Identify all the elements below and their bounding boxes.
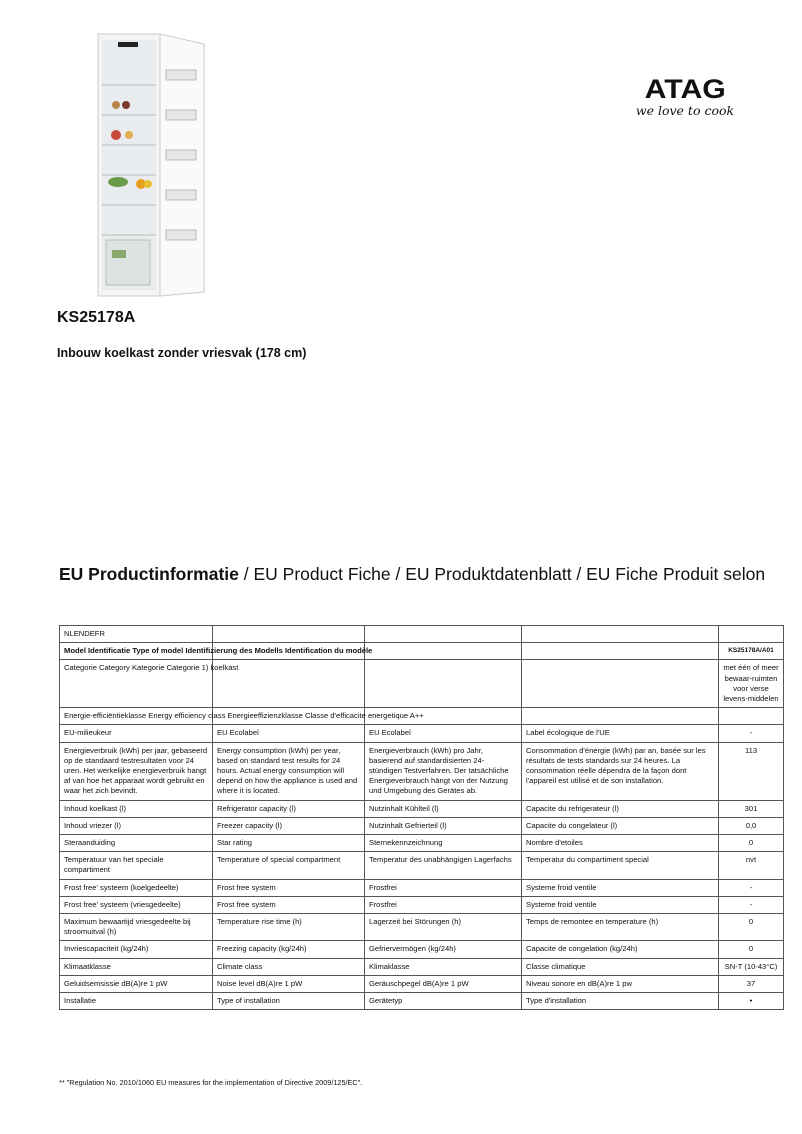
- cell-english: Refrigerator capacity (l): [213, 800, 365, 817]
- cell-value: KS25178A/A01: [719, 643, 784, 660]
- cell-german: Gerätetyp: [365, 993, 522, 1010]
- cell-french: [522, 708, 719, 725]
- cell-english: Noise level dB(A)re 1 pW: [213, 975, 365, 992]
- cell-dutch: Klimaatklasse: [60, 958, 213, 975]
- cell-english: Freezer capacity (l): [213, 817, 365, 834]
- heading-rest: / EU Product Fiche / EU Produktdatenblatt / EU Fiche Produit selon: [238, 564, 766, 584]
- cell-dutch: Geluidsemsissie dB(A)re 1 pW: [60, 975, 213, 992]
- cell-english: Type of installation: [213, 993, 365, 1010]
- cell-german: [365, 626, 522, 643]
- cell-german: Frostfrei: [365, 896, 522, 913]
- cell-english: Energy consumption (kWh) per year, based on standard test results for 24 hours. Actual energy consumption will depend on how the appliance is used and where it is located.: [213, 742, 365, 800]
- cell-german: Gefriervermögen (kg/24h): [365, 941, 522, 958]
- cell-french: Nombre d'etoiles: [522, 835, 719, 852]
- footnote: ** "Regulation No. 2010/1060 EU measures for the implementation of Directive 2009/125/EC".: [59, 1078, 363, 1087]
- cell-dutch: NLENDEFR: [60, 626, 213, 643]
- cell-french: Temperatur du compartiment special: [522, 852, 719, 879]
- cell-value: 301: [719, 800, 784, 817]
- cell-english: Frost free system: [213, 879, 365, 896]
- section-heading: [59, 564, 765, 585]
- table-row: [60, 896, 784, 913]
- cell-dutch: Model Identificatie Type of model Identifizierung des Modells Identification du modèle: [60, 643, 213, 660]
- cell-english: Frost free system: [213, 896, 365, 913]
- cell-dutch: Invriescapaciteit (kg/24h): [60, 941, 213, 958]
- cell-german: Energieverbrauch (kWh) pro Jahr, basierend auf standardisierten 24-stündigen Testverfahren. Der tatsächliche Energieverbrauch hängt von der Nutzung und Umgebung des Gerätes ab.: [365, 742, 522, 800]
- table-row: [60, 817, 784, 834]
- logo-brand: ATAG: [644, 74, 726, 104]
- table-row: [60, 975, 784, 992]
- table-row: [60, 742, 784, 800]
- cell-dutch: Steraanduiding: [60, 835, 213, 852]
- cell-value: 0: [719, 941, 784, 958]
- table-row: [60, 725, 784, 742]
- cell-value: -: [719, 896, 784, 913]
- cell-german: Temperatur des unabhängigen Lagerfachs: [365, 852, 522, 879]
- cell-german: [365, 643, 522, 660]
- table-row: [60, 941, 784, 958]
- cell-german: Lagerzeit bei Störungen (h): [365, 914, 522, 941]
- cell-french: Capacite du refrigerateur (l): [522, 800, 719, 817]
- cell-value: -: [719, 725, 784, 742]
- cell-english: EU Ecolabel: [213, 725, 365, 742]
- cell-dutch: Frost free' systeem (koelgedeelte): [60, 879, 213, 896]
- cell-value: [719, 708, 784, 725]
- product-description: Inbouw koelkast zonder vriesvak (178 cm): [57, 346, 307, 360]
- cell-german: Klimaklasse: [365, 958, 522, 975]
- cell-german: Geräuschpegel dB(A)re 1 pW: [365, 975, 522, 992]
- cell-french: Systeme froid ventile: [522, 896, 719, 913]
- cell-dutch: EU-milieukeur: [60, 725, 213, 742]
- cell-english: Freezing capacity (kg/24h): [213, 941, 365, 958]
- table-row: [60, 800, 784, 817]
- table-row: [60, 626, 784, 643]
- cell-german: Nutzinhalt Kühlteil (l): [365, 800, 522, 817]
- cell-english: Climate class: [213, 958, 365, 975]
- cell-dutch: Frost free' systeem (vriesgedeelte): [60, 896, 213, 913]
- cell-value: •: [719, 993, 784, 1010]
- cell-dutch: Maximum bewaartijd vriesgedeelte bij stroomuitval (h): [60, 914, 213, 941]
- cell-english: [213, 626, 365, 643]
- heading-bold: EU Productinformatie: [59, 564, 239, 584]
- product-fiche-table: [59, 625, 784, 1010]
- cell-french: [522, 643, 719, 660]
- cell-value: nvt: [719, 852, 784, 879]
- cell-german: Frostfrei: [365, 879, 522, 896]
- table-row: [60, 993, 784, 1010]
- atag-logo: [630, 76, 740, 118]
- cell-value: 0: [719, 835, 784, 852]
- cell-english: Temperature rise time (h): [213, 914, 365, 941]
- cell-french: Temps de remontee en temperature (h): [522, 914, 719, 941]
- cell-dutch: Inhoud koelkast (l): [60, 800, 213, 817]
- table-row: [60, 643, 784, 660]
- cell-value: -: [719, 879, 784, 896]
- cell-french: [522, 660, 719, 708]
- cell-value: 0,0: [719, 817, 784, 834]
- cell-french: Capacite du congelateur (l): [522, 817, 719, 834]
- table-row: [60, 879, 784, 896]
- cell-french: Classe climatique: [522, 958, 719, 975]
- cell-french: Consommation d'énergie (kWh) par an, basée sur les résultats de tests standards sur 24 heures. La consommation réelle dépendra de la façon dont l'appareil est utilisé et de son installation.: [522, 742, 719, 800]
- cell-value: 113: [719, 742, 784, 800]
- cell-french: Niveau sonore en dB(A)re 1 pw: [522, 975, 719, 992]
- cell-dutch: Installatie: [60, 993, 213, 1010]
- cell-value: [719, 626, 784, 643]
- cell-dutch: Inhoud vriezer (l): [60, 817, 213, 834]
- table-row: [60, 835, 784, 852]
- cell-german: EU Ecolabel: [365, 725, 522, 742]
- cell-english: Star rating: [213, 835, 365, 852]
- cell-french: Systeme froid ventile: [522, 879, 719, 896]
- cell-dutch: Categorie Category Kategorie Categorie 1) koelkast: [60, 660, 213, 708]
- logo-tagline: we love to cook: [635, 103, 735, 118]
- cell-french: Capacite de congelation (kg/24h): [522, 941, 719, 958]
- cell-french: Type d'installation: [522, 993, 719, 1010]
- cell-english: Temperature of special compartment: [213, 852, 365, 879]
- cell-german: [365, 660, 522, 708]
- cell-value: SN-T (10-43°C): [719, 958, 784, 975]
- cell-value: met één of meer bewaar-ruimten voor verse levens-middelen: [719, 660, 784, 708]
- cell-german: Nutzinhalt Gefrierteil (l): [365, 817, 522, 834]
- cell-dutch: Temperatuur van het speciale compartiment: [60, 852, 213, 879]
- cell-dutch: Energie-efficiëntieklasse Energy efficiency class Energieeffizienzklasse Classe d'efficacite energetique A++: [60, 708, 213, 725]
- table-row: [60, 958, 784, 975]
- cell-french: Label écologique de l'UE: [522, 725, 719, 742]
- cell-value: 0: [719, 914, 784, 941]
- table-row: [60, 708, 784, 725]
- cell-value: 37: [719, 975, 784, 992]
- cell-dutch: Energieverbruik (kWh) per jaar, gebaseerd op de standaard testresultaten voor 24 uren. Het werkelijke energieverbruik hangt af van hoe het apparaat wordt gebruikt en waar het zich bevindt.: [60, 742, 213, 800]
- fridge-product-image: [96, 30, 208, 300]
- cell-german: Sternekennzeichnung: [365, 835, 522, 852]
- table-row: [60, 914, 784, 941]
- model-number: KS25178A: [57, 309, 136, 326]
- table-row: [60, 852, 784, 879]
- table-row: [60, 660, 784, 708]
- cell-french: [522, 626, 719, 643]
